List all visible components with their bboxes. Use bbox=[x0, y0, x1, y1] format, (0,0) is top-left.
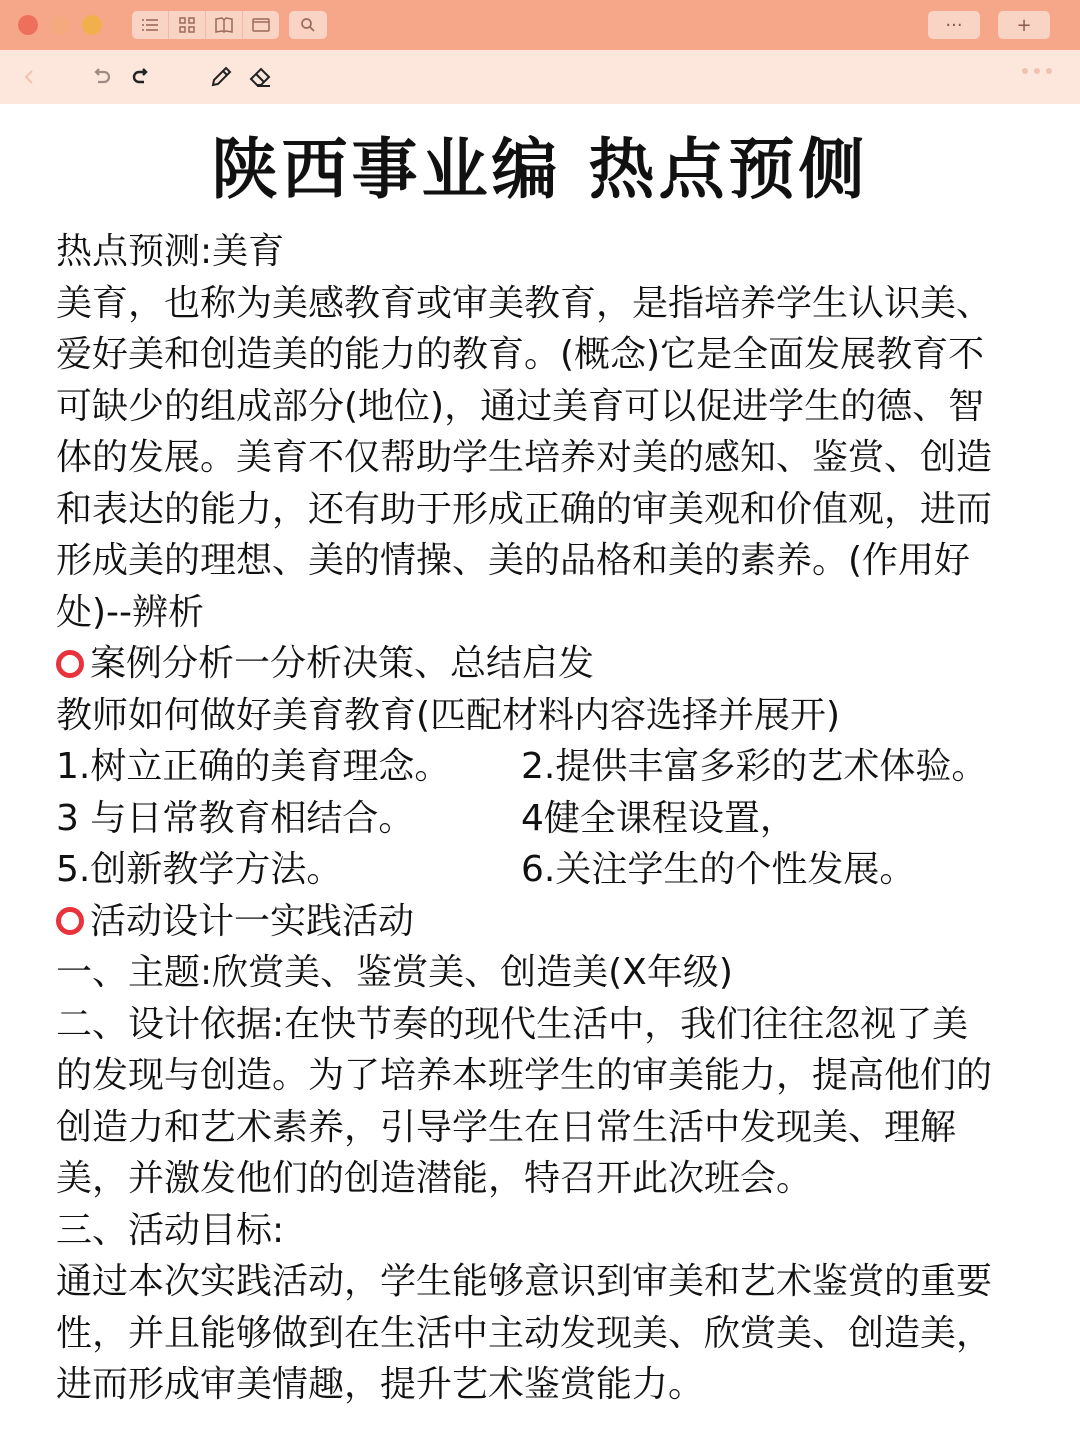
book-view-button[interactable] bbox=[206, 11, 243, 39]
paragraph-line: 性，并且能够做到在生活中主动发现美、欣赏美、创造美， bbox=[56, 1312, 993, 1354]
window-icon bbox=[252, 18, 270, 32]
paragraph-line: 美育，也称为美感教育或审美教育，是指培养学生认识美、 bbox=[56, 282, 993, 324]
add-button[interactable]: + bbox=[998, 11, 1050, 39]
section-heading-text: 活动设计一实践活动 bbox=[90, 900, 415, 942]
point-item: 1.树立正确的美育理念。 bbox=[56, 746, 451, 787]
eraser-tool-button[interactable] bbox=[246, 62, 276, 92]
page-title: 陕西事业编 热点预侧 bbox=[211, 131, 869, 208]
paragraph-line: 体的发展。美育不仅帮助学生培养对美的感知、鉴赏、创造 bbox=[56, 437, 993, 478]
more-dots-icon[interactable] bbox=[1016, 68, 1052, 74]
document-body bbox=[0, 130, 1080, 1411]
paragraph-line: 通过本次实践活动，学生能够意识到审美和艺术鉴赏的重要 bbox=[56, 1261, 993, 1302]
pen-tool-button[interactable] bbox=[206, 62, 236, 92]
point-item: 3 与日常教育相结合。 bbox=[56, 797, 415, 839]
grid-icon bbox=[179, 17, 195, 33]
point-item: 6.关注学生的个性发展。 bbox=[521, 849, 916, 890]
paragraph-line: 创造力和艺术素养，引导学生在日常生活中发现美、理解 bbox=[56, 1106, 957, 1148]
minimize-window-button[interactable] bbox=[50, 15, 70, 35]
points-row bbox=[56, 741, 1024, 793]
section-heading bbox=[56, 896, 1024, 948]
redo-icon bbox=[130, 68, 152, 86]
grid-view-button[interactable] bbox=[169, 11, 206, 39]
section-heading bbox=[56, 638, 1024, 690]
undo-button[interactable] bbox=[86, 62, 116, 92]
section-intro: 教师如何做好美育教育(匹配材料内容选择并展开) bbox=[56, 694, 841, 736]
point-item: 4健全课程设置， bbox=[521, 797, 796, 839]
search-icon bbox=[300, 17, 316, 33]
zoom-window-button[interactable] bbox=[82, 15, 102, 35]
paragraph-line: 二、设计依据:在快节奏的现代生活中，我们往往忽视了美 bbox=[56, 1003, 969, 1045]
window-titlebar bbox=[0, 0, 1080, 50]
more-button[interactable]: ··· bbox=[928, 11, 980, 39]
book-icon bbox=[215, 17, 233, 33]
section-heading-text: 案例分析一分析决策、总结启发 bbox=[90, 643, 595, 684]
undo-icon bbox=[90, 68, 112, 86]
point-item: 5.创新教学方法。 bbox=[56, 849, 343, 890]
chevron-left-icon bbox=[24, 69, 34, 85]
paragraph-line: 的发现与创造。为了培养本班学生的审美能力，提高他们的 bbox=[56, 1055, 993, 1096]
paragraph-line: 一、主题:欣赏美、鉴赏美、创造美(X年级) bbox=[56, 952, 733, 993]
back-button[interactable] bbox=[22, 62, 36, 92]
editor-toolbar bbox=[0, 50, 1080, 104]
paragraph-line: 三、活动目标: bbox=[56, 1209, 285, 1251]
titlebar-actions bbox=[910, 11, 1050, 39]
window-view-button[interactable] bbox=[243, 11, 279, 39]
point-item: 2.提供丰富多彩的艺术体验。 bbox=[521, 746, 988, 787]
paragraph-line: 形成美的理想、美的情操、美的品格和美的素养。(作用好 bbox=[56, 540, 971, 581]
red-circle-icon bbox=[56, 650, 84, 678]
paragraph-line: 和表达的能力，还有助于形成正确的审美观和价值观，进而 bbox=[56, 488, 993, 530]
close-window-button[interactable] bbox=[18, 15, 38, 35]
paragraph-line: 进而形成审美情趣，提升艺术鉴赏能力。 bbox=[56, 1364, 705, 1405]
search-button[interactable] bbox=[289, 11, 327, 39]
pencil-icon bbox=[209, 65, 233, 89]
paragraph-line: 美，并激发他们的创造潜能，特召开此次班会。 bbox=[56, 1158, 813, 1199]
paragraph-line: 热点预测:美育 bbox=[56, 231, 285, 272]
eraser-icon bbox=[248, 65, 274, 89]
paragraph-line: 可缺少的组成部分(地位)，通过美育可以促进学生的德、智 bbox=[56, 385, 985, 427]
list-icon bbox=[141, 18, 159, 32]
list-view-button[interactable] bbox=[132, 11, 169, 39]
paragraph-line: 爱好美和创造美的能力的教育。(概念)它是全面发展教育不 bbox=[56, 334, 985, 375]
paragraph-line: 处)--辨析 bbox=[56, 591, 205, 633]
view-mode-group bbox=[132, 11, 279, 39]
points-row bbox=[56, 844, 1024, 896]
redo-button[interactable] bbox=[126, 62, 156, 92]
red-circle-icon bbox=[56, 907, 84, 935]
points-row bbox=[56, 793, 1024, 845]
